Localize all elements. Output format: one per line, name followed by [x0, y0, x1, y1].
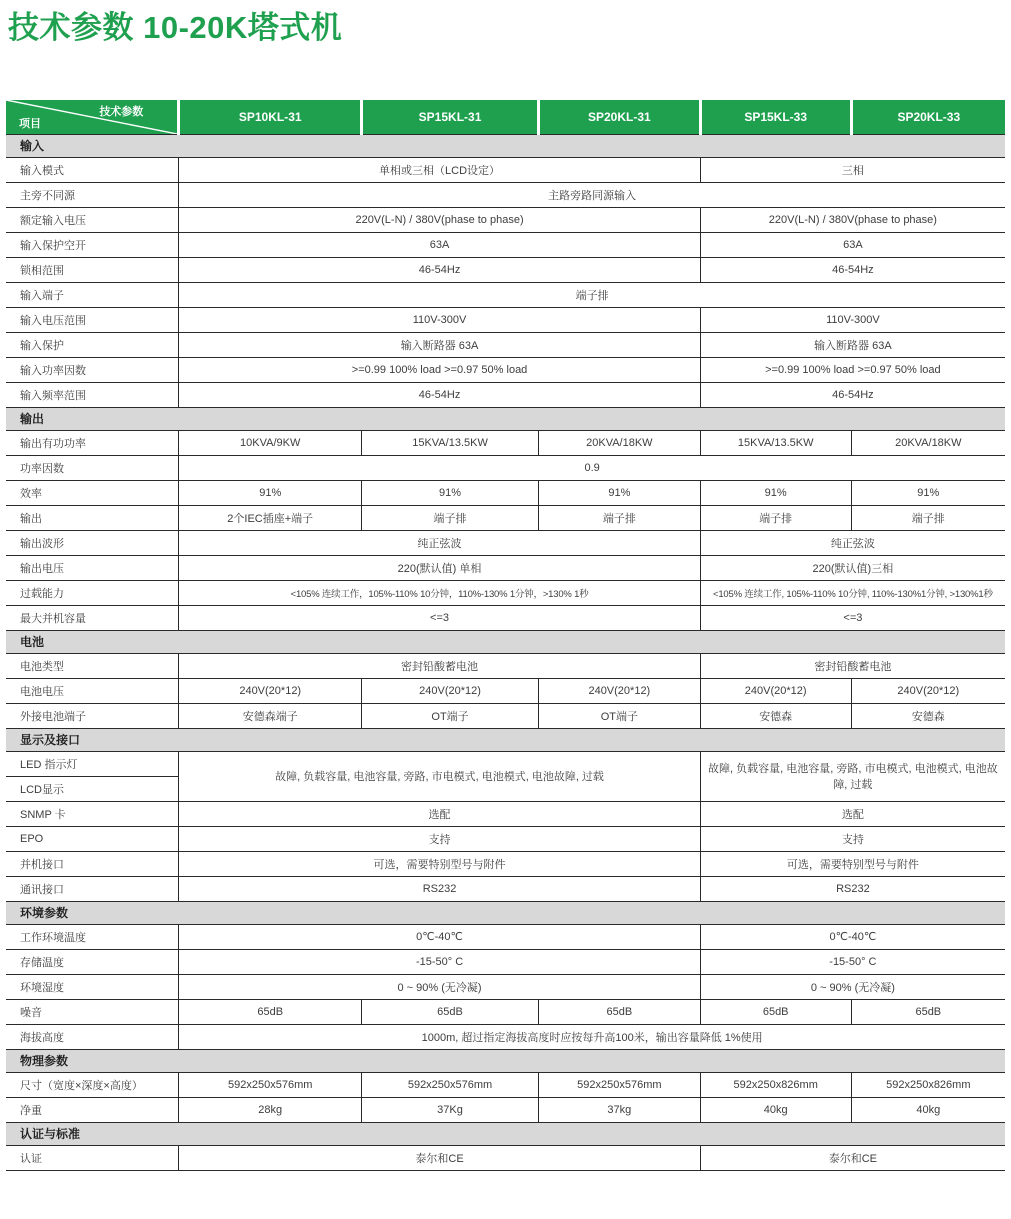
value-cell: 240V(20*12)	[179, 678, 362, 703]
section-row	[6, 901, 1005, 924]
column-header-sp20kl-33: SP20KL-33	[851, 100, 1005, 135]
table-row	[6, 157, 1005, 182]
section-row	[6, 728, 1005, 751]
value-cell: 240V(20*12)	[700, 678, 851, 703]
value-cell: 40kg	[700, 1097, 851, 1122]
corner-cell	[6, 100, 179, 135]
value-cell: 故障, 负载容量, 电池容量, 旁路, 市电模式, 电池模式, 电池故障, 过载	[700, 751, 1005, 801]
row-label: 存储温度	[6, 949, 179, 974]
value-cell: 592x250x576mm	[179, 1072, 362, 1097]
row-label: LCD显示	[6, 776, 179, 801]
value-cell: 支持	[700, 826, 1005, 851]
row-label: LED 指示灯	[6, 751, 179, 776]
column-header-sp10kl-31: SP10KL-31	[179, 100, 362, 135]
row-label: 输入保护空开	[6, 232, 179, 257]
table-row	[6, 207, 1005, 232]
value-cell: >=0.99 100% load >=0.97 50% load	[700, 357, 1005, 382]
table-row	[6, 949, 1005, 974]
table-row	[6, 605, 1005, 630]
section-header: 物理参数	[6, 1049, 1005, 1072]
value-cell: 选配	[700, 801, 1005, 826]
row-label: 环境湿度	[6, 974, 179, 999]
value-cell: 15KVA/13.5KW	[362, 430, 539, 455]
table-row	[6, 876, 1005, 901]
value-cell: 65dB	[538, 999, 700, 1024]
table-row	[6, 505, 1005, 530]
value-cell: 泰尔和CE	[179, 1145, 700, 1170]
value-cell: 91%	[700, 480, 851, 505]
value-cell: 46-54Hz	[179, 257, 700, 282]
row-label: 过载能力	[6, 580, 179, 605]
value-cell: 91%	[851, 480, 1005, 505]
value-cell: 63A	[179, 232, 700, 257]
value-cell: 故障, 负载容量, 电池容量, 旁路, 市电模式, 电池模式, 电池故障, 过载	[179, 751, 700, 801]
row-label: 输出	[6, 505, 179, 530]
row-label: 尺寸（宽度×深度×高度）	[6, 1072, 179, 1097]
table-row	[6, 851, 1005, 876]
section-row	[6, 1049, 1005, 1072]
value-cell: 240V(20*12)	[538, 678, 700, 703]
value-cell: OT端子	[538, 703, 700, 728]
section-header: 认证与标准	[6, 1122, 1005, 1145]
table-row	[6, 382, 1005, 407]
table-row	[6, 307, 1005, 332]
value-cell: 28kg	[179, 1097, 362, 1122]
value-cell: 单相或三相（LCD设定）	[179, 157, 700, 182]
value-cell: 20KVA/18KW	[538, 430, 700, 455]
value-cell: 37Kg	[362, 1097, 539, 1122]
table-row	[6, 1097, 1005, 1122]
row-label: EPO	[6, 826, 179, 851]
table-row	[6, 580, 1005, 605]
row-label: 锁相范围	[6, 257, 179, 282]
value-cell: 37kg	[538, 1097, 700, 1122]
value-cell: RS232	[179, 876, 700, 901]
value-cell: 0 ~ 90% (无冷凝)	[700, 974, 1005, 999]
value-cell: 主路旁路同源输入	[179, 182, 1005, 207]
row-label: 通讯接口	[6, 876, 179, 901]
value-cell: 592x250x576mm	[538, 1072, 700, 1097]
value-cell: <=3	[179, 605, 700, 630]
corner-label-item: 项目	[19, 117, 41, 130]
row-label: 输入功率因数	[6, 357, 179, 382]
table-row	[6, 1145, 1005, 1170]
value-cell: 91%	[538, 480, 700, 505]
row-label: 并机接口	[6, 851, 179, 876]
section-row	[6, 630, 1005, 653]
value-cell: 110V-300V	[700, 307, 1005, 332]
value-cell: 安德森端子	[179, 703, 362, 728]
section-row	[6, 407, 1005, 430]
value-cell: 输入断路器 63A	[700, 332, 1005, 357]
row-label: 效率	[6, 480, 179, 505]
value-cell: -15-50° C	[700, 949, 1005, 974]
value-cell: <105% 连续工作，105%-110% 10分钟，110%-130% 1分钟，>130% 1秒	[179, 580, 700, 605]
row-label: 输出波形	[6, 530, 179, 555]
value-cell: RS232	[700, 876, 1005, 901]
value-cell: 选配	[179, 801, 700, 826]
row-label: 输入频率范围	[6, 382, 179, 407]
value-cell: 输入断路器 63A	[179, 332, 700, 357]
value-cell: 0.9	[179, 455, 1005, 480]
value-cell: 可选，需要特别型号与附件	[700, 851, 1005, 876]
table-row	[6, 974, 1005, 999]
value-cell: 592x250x576mm	[362, 1072, 539, 1097]
value-cell: 10KVA/9KW	[179, 430, 362, 455]
table-row	[6, 653, 1005, 678]
row-label: SNMP 卡	[6, 801, 179, 826]
table-row	[6, 357, 1005, 382]
page-title: 技术参数 10-20K塔式机	[8, 10, 343, 45]
table-row	[6, 480, 1005, 505]
value-cell: 1000m, 超过指定海拔高度时应按每升高100米，输出容量降低 1%使用	[179, 1024, 1005, 1049]
value-cell: 240V(20*12)	[851, 678, 1005, 703]
value-cell: 支持	[179, 826, 700, 851]
value-cell: 密封铅酸蓄电池	[179, 653, 700, 678]
column-header-sp15kl-33: SP15KL-33	[700, 100, 851, 135]
table-row	[6, 555, 1005, 580]
value-cell: 端子排	[362, 505, 539, 530]
value-cell: 0℃-40℃	[179, 924, 700, 949]
value-cell: 20KVA/18KW	[851, 430, 1005, 455]
column-header-sp15kl-31: SP15KL-31	[362, 100, 539, 135]
section-header: 电池	[6, 630, 1005, 653]
value-cell: <105% 连续工作, 105%-110% 10分钟, 110%-130%1分钟, >130%1秒	[700, 580, 1005, 605]
table-row	[6, 282, 1005, 307]
table-row	[6, 924, 1005, 949]
value-cell: 端子排	[851, 505, 1005, 530]
value-cell: 46-54Hz	[700, 257, 1005, 282]
row-label: 电池类型	[6, 653, 179, 678]
section-row	[6, 134, 1005, 157]
table-row	[6, 1072, 1005, 1097]
section-header: 环境参数	[6, 901, 1005, 924]
value-cell: 安德森	[700, 703, 851, 728]
table-row	[6, 678, 1005, 703]
table-row	[6, 999, 1005, 1024]
spec-table	[6, 100, 1005, 1171]
row-label: 额定输入电压	[6, 207, 179, 232]
row-label: 输入电压范围	[6, 307, 179, 332]
value-cell: 46-54Hz	[700, 382, 1005, 407]
value-cell: 220(默认值)三相	[700, 555, 1005, 580]
value-cell: 0℃-40℃	[700, 924, 1005, 949]
value-cell: 65dB	[362, 999, 539, 1024]
value-cell: 安德森	[851, 703, 1005, 728]
value-cell: 密封铅酸蓄电池	[700, 653, 1005, 678]
value-cell: -15-50° C	[179, 949, 700, 974]
table-row	[6, 182, 1005, 207]
row-label: 输入保护	[6, 332, 179, 357]
value-cell: 91%	[362, 480, 539, 505]
value-cell: 65dB	[851, 999, 1005, 1024]
value-cell: 220V(L-N) / 380V(phase to phase)	[700, 207, 1005, 232]
value-cell: 可选，需要特别型号与附件	[179, 851, 700, 876]
value-cell: 91%	[179, 480, 362, 505]
row-label: 认证	[6, 1145, 179, 1170]
value-cell: 592x250x826mm	[851, 1072, 1005, 1097]
value-cell: 110V-300V	[179, 307, 700, 332]
spec-table-body	[6, 134, 1005, 1170]
table-row	[6, 232, 1005, 257]
row-label: 噪音	[6, 999, 179, 1024]
value-cell: 纯正弦波	[179, 530, 700, 555]
value-cell: OT端子	[362, 703, 539, 728]
row-label: 主旁不同源	[6, 182, 179, 207]
value-cell: 65dB	[700, 999, 851, 1024]
row-label: 海拔高度	[6, 1024, 179, 1049]
row-label: 最大并机容量	[6, 605, 179, 630]
table-row	[6, 1024, 1005, 1049]
table-row	[6, 801, 1005, 826]
value-cell: 240V(20*12)	[362, 678, 539, 703]
row-label: 外接电池端子	[6, 703, 179, 728]
section-row	[6, 1122, 1005, 1145]
table-row	[6, 430, 1005, 455]
row-label: 电池电压	[6, 678, 179, 703]
value-cell: 220V(L-N) / 380V(phase to phase)	[179, 207, 700, 232]
corner-label-parameters: 技术参数	[99, 105, 144, 118]
value-cell: 63A	[700, 232, 1005, 257]
value-cell: <=3	[700, 605, 1005, 630]
section-header: 输出	[6, 407, 1005, 430]
table-row	[6, 530, 1005, 555]
value-cell: 220(默认值) 单相	[179, 555, 700, 580]
table-row	[6, 751, 1005, 776]
row-label: 输入模式	[6, 157, 179, 182]
value-cell: 纯正弦波	[700, 530, 1005, 555]
value-cell: 泰尔和CE	[700, 1145, 1005, 1170]
row-label: 输出有功功率	[6, 430, 179, 455]
value-cell: 65dB	[179, 999, 362, 1024]
value-cell: 端子排	[179, 282, 1005, 307]
row-label: 输入端子	[6, 282, 179, 307]
row-label: 净重	[6, 1097, 179, 1122]
value-cell: 46-54Hz	[179, 382, 700, 407]
row-label: 输出电压	[6, 555, 179, 580]
table-row	[6, 257, 1005, 282]
section-header: 显示及接口	[6, 728, 1005, 751]
value-cell: 2个IEC插座+端子	[179, 505, 362, 530]
value-cell: 端子排	[700, 505, 851, 530]
table-row	[6, 826, 1005, 851]
column-header-sp20kl-31: SP20KL-31	[538, 100, 700, 135]
section-header: 输入	[6, 134, 1005, 157]
value-cell: >=0.99 100% load >=0.97 50% load	[179, 357, 700, 382]
table-row	[6, 703, 1005, 728]
value-cell: 592x250x826mm	[700, 1072, 851, 1097]
value-cell: 三相	[700, 157, 1005, 182]
table-header-row	[6, 100, 1005, 135]
value-cell: 0 ~ 90% (无冷凝)	[179, 974, 700, 999]
row-label: 功率因数	[6, 455, 179, 480]
table-row	[6, 455, 1005, 480]
value-cell: 端子排	[538, 505, 700, 530]
table-row	[6, 332, 1005, 357]
value-cell: 40kg	[851, 1097, 1005, 1122]
row-label: 工作环境温度	[6, 924, 179, 949]
value-cell: 15KVA/13.5KW	[700, 430, 851, 455]
